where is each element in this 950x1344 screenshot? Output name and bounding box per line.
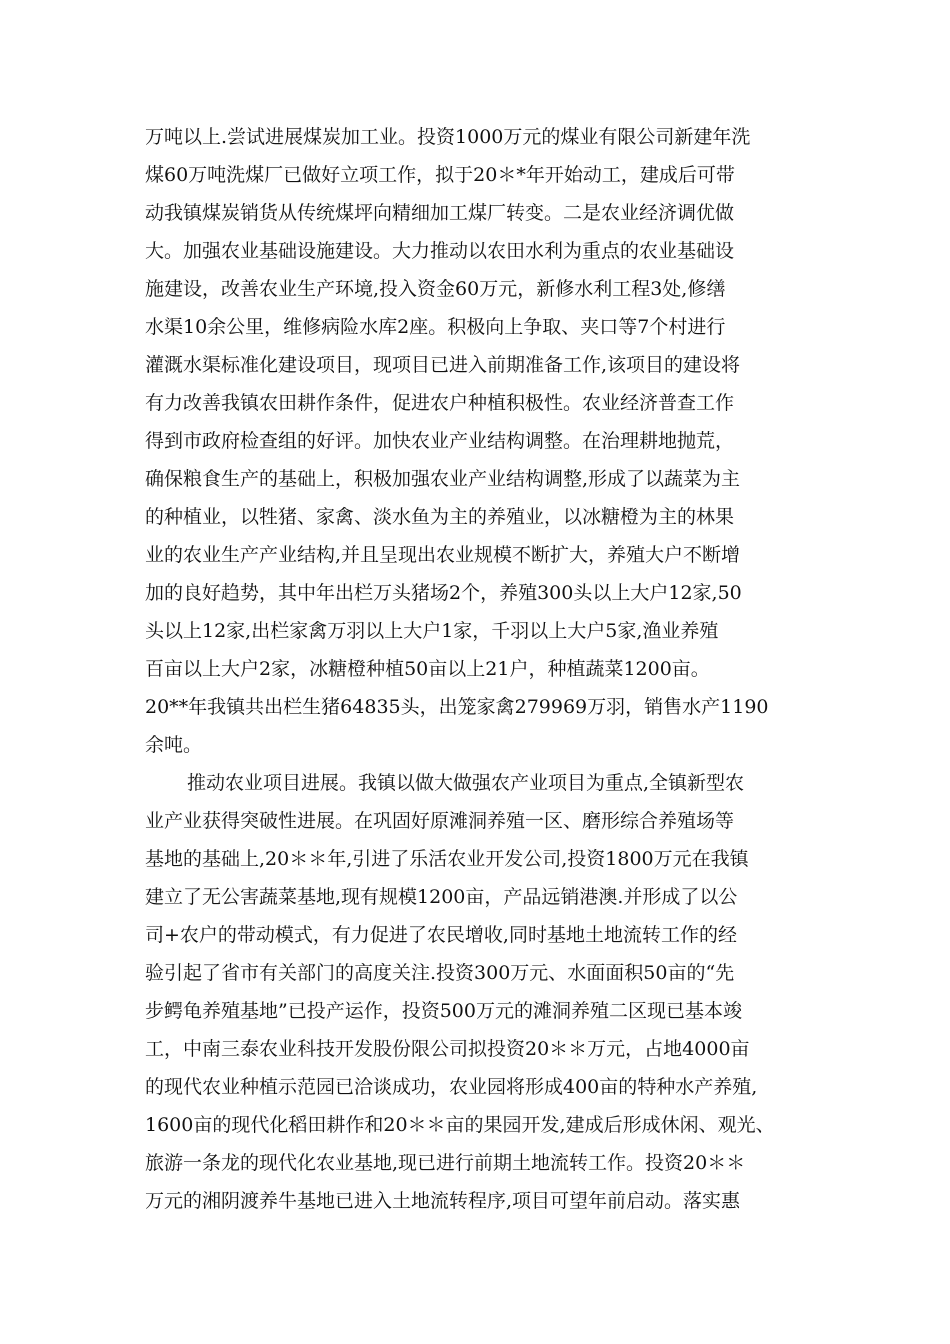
text-line: 动我镇煤炭销货从传统煤坪向精细加工煤厂转变。二是农业经济调优做 [145, 202, 735, 224]
text-line: 余吨。 [145, 734, 203, 756]
text-line: 煤60万吨洗煤厂已做好立项工作，拟于20＊*年开始动工，建成后可带 [145, 164, 735, 186]
text-line: 有力改善我镇农田耕作条件，促进农户种植积极性。农业经济普查工作 [145, 392, 735, 414]
text-line: 的种植业，以牲猪、家禽、淡水鱼为主的养殖业，以冰糖橙为主的林果 [145, 506, 735, 528]
text-line: 建立了无公害蔬菜基地,现有规模1200亩，产品远销港澳.并形成了以公 [145, 886, 738, 908]
text-line: 业产业获得突破性进展。在巩固好原滩洞养殖一区、磨形综合养殖场等 [145, 810, 735, 832]
text-line: 大。加强农业基础设施建设。大力推动以农田水利为重点的农业基础设 [145, 240, 735, 262]
text-line: 水渠10余公里，维修病险水库2座。积极向上争取、夹口等7个村进行 [145, 316, 726, 338]
text-line: 得到市政府检查组的好评。加快农业产业结构调整。在治理耕地抛荒， [145, 430, 735, 452]
text-line: 验引起了省市有关部门的高度关注.投资300万元、水面面积50亩的“先 [145, 962, 735, 984]
text-line: 20**年我镇共出栏生猪64835头，出笼家禽279969万羽，销售水产1190 [145, 696, 769, 718]
text-line: 步鳄龟养殖基地”已投产运作，投资500万元的滩洞养殖二区现已基本竣 [145, 1000, 742, 1022]
body-text [145, 118, 835, 1220]
text-line: 百亩以上大户2家，冰糖橙种植50亩以上21户，种植蔬菜1200亩。 [145, 658, 710, 680]
paragraph-first-line: 推动农业项目进展。我镇以做大做强农产业项目为重点,全镇新型农 [187, 772, 745, 794]
text-line: 万元的湘阴渡养牛基地已进入土地流转程序,项目可望年前启动。落实惠 [145, 1190, 741, 1212]
text-line: 确保粮食生产的基础上，积极加强农业产业结构调整,形成了以蔬菜为主 [145, 468, 741, 490]
text-line: 头以上12家,出栏家禽万羽以上大户1家，千羽以上大户5家,渔业养殖 [145, 620, 719, 642]
text-line: 旅游一条龙的现代化农业基地,现已进行前期土地流转工作。投资20＊＊ [145, 1152, 746, 1174]
text-line: 1600亩的现代化稻田耕作和20＊＊亩的果园开发,建成后形成休闲、观光、 [145, 1114, 775, 1136]
text-line: 灌溉水渠标准化建设项目，现项目已进入前期准备工作,该项目的建设将 [145, 354, 741, 376]
text-line: 工，中南三泰农业科技开发股份限公司拟投资20＊＊万元，占地4000亩 [145, 1038, 750, 1060]
text-line: 加的良好趋势，其中年出栏万头猪场2个，养殖300头以上大户12家,50 [145, 582, 742, 604]
text-line: 业的农业生产产业结构,并且呈现出农业规模不断扩大，养殖大户不断增 [145, 544, 741, 566]
text-line: 司+农户的带动模式，有力促进了农民增收,同时基地土地流转工作的经 [145, 924, 737, 946]
text-line: 的现代农业种植示范园已洽谈成功，农业园将形成400亩的特种水产养殖, [145, 1076, 758, 1098]
text-line: 万吨以上.尝试进展煤炭加工业。投资1000万元的煤业有限公司新建年洗 [145, 126, 751, 148]
text-line: 基地的基础上,20＊＊年,引进了乐活农业开发公司,投资1800万元在我镇 [145, 848, 749, 870]
text-line: 施建设，改善农业生产环境,投入资金60万元，新修水利工程3处,修缮 [145, 278, 726, 300]
